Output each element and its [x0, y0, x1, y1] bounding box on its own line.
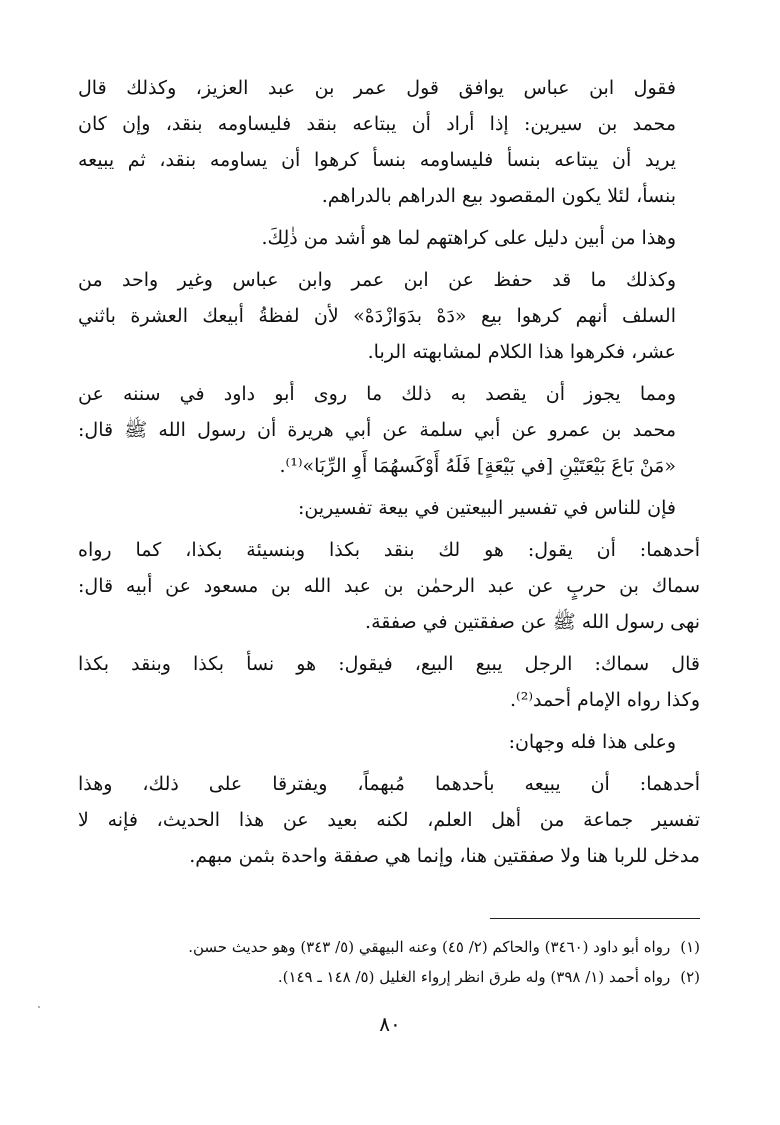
footnotes [78, 932, 700, 992]
text-line: وعلى هذا فله وجهان: [508, 731, 676, 753]
text-line: فإن للناس في تفسير البيعتين في بيعة تفسيرين: [297, 497, 676, 519]
text-line: فقول ابن عباس يوافق قول عمر بن عبد العزيز، وكذلك قال [78, 77, 676, 99]
text-line: مدخل للربا هنا ولا صفقتين هنا، وإنما هي صفقة واحدة بثمن مبهم. [189, 845, 700, 867]
text-line: أحدهما: أن يقول: هو لك بنقد بكذا وبنسيئة بكذا، كما رواه [78, 539, 700, 561]
footnote-number: (١) [680, 938, 700, 956]
paragraph-6 [78, 532, 700, 640]
text-line: سماك بن حربٍ عن عبد الرحمٰن بن عبد الله بن مسعود عن أبيه قال: [78, 575, 700, 597]
text-line: محمد بن عمرو عن أبي سلمة عن أبي هريرة أن رسول الله ﷺ قال: [78, 419, 676, 441]
paragraph-2 [78, 220, 700, 256]
text-line: نهى رسول الله ﷺ عن صفقتين في صفقة. [365, 611, 700, 633]
paragraph-4 [78, 376, 700, 484]
text-line: محمد بن سيرين: إذا أراد أن يبتاعه بنقد فليساومه بنقد، وإن كان [78, 113, 676, 135]
footnote-number: (٢) [680, 968, 700, 986]
paragraph-5 [78, 490, 700, 526]
footnote-text: رواه أحمد (١/ ٣٩٨) وله طرق انظر إرواء الغليل (٥/ ١٤٨ ـ ١٤٩). [277, 968, 671, 986]
footnote-2 [78, 962, 700, 992]
text-line: وهذا من أبين دليل على كراهتهم لما هو أشد من ذٰلِكَ. [261, 227, 676, 249]
text-line: «مَنْ بَاعَ بَيْعَتَيْنِ [في بَيْعَةٍ] فَلَهُ أَوْكَسهُمَا أَوِ الرِّبَا»⁽¹⁾. [279, 455, 676, 477]
text-line: عشر، فكرهوا هذا الكلام لمشابهته الربا. [367, 341, 676, 363]
page-number: ٨٠ [379, 1012, 401, 1036]
paragraph-3 [78, 262, 700, 370]
footnote-separator [490, 918, 700, 919]
text-line: بنسأ، لئلا يكون المقصود بيع الدراهم بالدراهم. [321, 185, 676, 207]
page-body [78, 70, 700, 1070]
text-line: وكذلك ما قد حفظ عن ابن عمر وابن عباس وغير واحد من [78, 269, 676, 291]
footnote-text: رواه أبو داود (٣٤٦٠) والحاكم (٢/ ٤٥) وعنه البيهقي (٥/ ٣٤٣) وهو حديث حسن. [188, 938, 671, 956]
paragraph-7 [78, 646, 700, 718]
paragraph-9 [78, 766, 700, 874]
text-line: السلف أنهم كرهوا بيع «دَهْ بدَوَازْدَهْ» لأن لفظةُ أبيعك العشرة باثني [78, 305, 676, 327]
footnote-1 [78, 932, 700, 962]
margin-mark [38, 1006, 40, 1008]
text-line: ومما يجوز أن يقصد به ذلك ما روى أبو داود في سننه عن [78, 383, 676, 405]
paragraph-1 [78, 70, 700, 214]
paragraph-8 [78, 724, 700, 760]
text-line: وكذا رواه الإمام أحمد⁽²⁾. [509, 689, 700, 711]
text-line: يريد أن يبتاعه بنسأ فليساومه بنسأ كرهوا أن يساومه بنقد، ثم يبيعه [78, 149, 676, 171]
text-line: أحدهما: أن يبيعه بأحدهما مُبهماً، ويفترقا على ذلك، وهذا [78, 773, 700, 795]
text-line: تفسير جماعة من أهل العلم، لكنه بعيد عن هذا الحديث، فإنه لا [78, 809, 700, 831]
text-line: قال سماك: الرجل يبيع البيع، فيقول: هو نسأ بكذا وبنقد بكذا [78, 653, 700, 675]
